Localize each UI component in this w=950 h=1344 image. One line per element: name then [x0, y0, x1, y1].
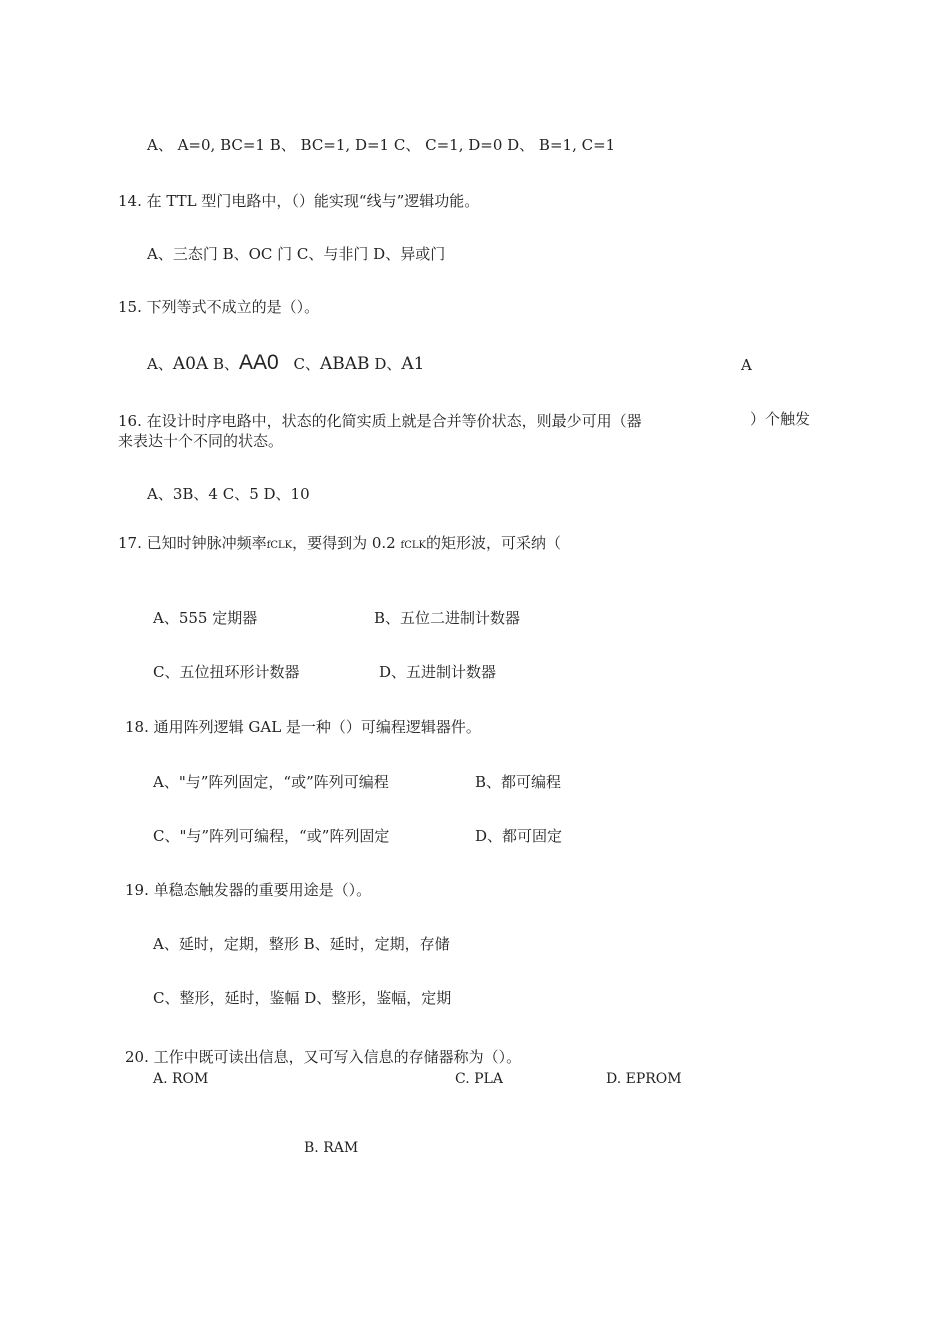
- q17-stem-part1: 17. 已知时钟脉冲频率: [118, 534, 267, 552]
- q15-option-c-prefix: C、: [293, 355, 320, 373]
- q17-option-c: C、五位扭环形计数器: [153, 663, 300, 681]
- q20-stem: 20. 工作中既可读出信息，又可写入信息的存储器称为（）。: [125, 1048, 522, 1066]
- q17-sub1: fCLK: [266, 540, 293, 551]
- q15-option-b-prefix: B、: [213, 355, 240, 373]
- q16-options: A、3B、4 C、5 D、10: [147, 485, 310, 503]
- q15-option-a-prefix: A、: [147, 355, 173, 373]
- q17-sub2: fCLK: [400, 540, 426, 551]
- q15-options: [147, 351, 425, 374]
- q17-stem: [118, 534, 561, 555]
- q15-right-mark: A: [741, 356, 752, 374]
- q19-options-row1: A、延时，定期，整形 B、延时，定期，存储: [153, 935, 450, 953]
- q18-option-b: B、都可编程: [475, 773, 562, 791]
- q16-stem-line1: 16. 在设计时序电路中，状态的化简实质上就是合并等价状态，则最少可用（器: [118, 412, 642, 430]
- q17-option-a: A、555 定期器: [153, 609, 258, 627]
- q17-stem-part2: ，要得到为 0.2: [292, 534, 401, 552]
- q20-option-a: A. ROM: [153, 1071, 209, 1087]
- q19-options-row2: C、整形，延时，鉴幅 D、整形，鉴幅，定期: [153, 989, 452, 1007]
- q15-option-c: ABAB: [320, 354, 370, 374]
- q17-option-d: D、五进制计数器: [379, 663, 497, 681]
- q16-stem-line2: 来表达十个不同的状态。: [118, 432, 284, 450]
- q15-option-b: AA0: [239, 351, 279, 374]
- q18-option-a: A、"与”阵列固定，“或”阵列可编程: [153, 773, 389, 791]
- q20-option-d: D. EPROM: [606, 1071, 682, 1087]
- q17-option-b: B、五位二进制计数器: [374, 609, 521, 627]
- q15-option-d-prefix: D、: [374, 355, 402, 373]
- q13-options: A、 A=0, BC=1 B、 BC=1, D=1 C、 C=1, D=0 D、 B=1, C=1: [147, 136, 616, 154]
- q20-option-b: B. RAM: [304, 1140, 359, 1156]
- q18-option-c: C、"与”阵列可编程，“或”阵列固定: [153, 827, 390, 845]
- q15-option-a: A0A: [172, 354, 209, 374]
- q18-option-d: D、都可固定: [475, 827, 563, 845]
- q20-option-c: C. PLA: [455, 1071, 503, 1087]
- q19-stem: 19. 单稳态触发器的重要用途是（）。: [125, 881, 372, 899]
- q16-stem-right: ）个触发: [750, 410, 811, 428]
- q15-stem: 15. 下列等式不成立的是（）。: [118, 298, 320, 316]
- q18-stem: 18. 通用阵列逻辑 GAL 是一种（）可编程逻辑器件。: [125, 718, 481, 736]
- q14-stem: 14. 在 TTL 型门电路中，（）能实现“线与”逻辑功能。: [118, 192, 480, 210]
- q14-options: A、三态门 B、OC 门 C、与非门 D、异或门: [147, 245, 446, 263]
- q17-stem-part3: 的矩形波，可采纳（: [425, 534, 561, 552]
- q15-option-d: A1: [401, 354, 425, 374]
